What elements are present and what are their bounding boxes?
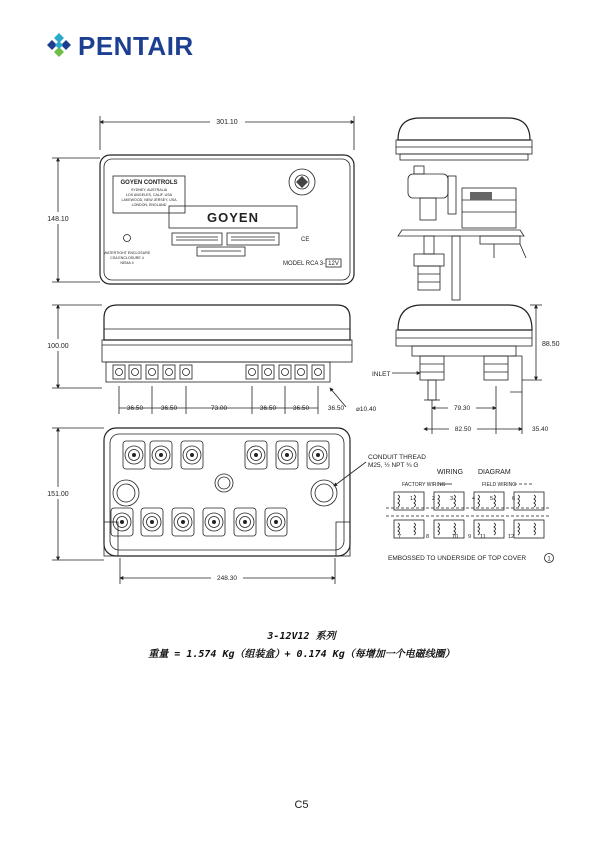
cable-gland	[276, 441, 298, 469]
dim-35: 35.40	[532, 426, 549, 433]
cable-gland	[245, 441, 267, 469]
spacing-dim: 36.50	[160, 405, 178, 412]
bottom-view	[40, 428, 426, 584]
cable-gland	[172, 508, 194, 536]
bottom-height-dim: 151.00	[47, 491, 69, 498]
terminal-number: 4	[472, 496, 476, 502]
enclosure-line: CSA ENCLOSURE 4	[110, 256, 144, 260]
diagram-title: DIAGRAM	[478, 469, 511, 476]
spacing-dim: 36.50	[126, 405, 144, 412]
terminal-number: 7	[398, 534, 402, 540]
enclosure-line: NEMA 4	[120, 261, 134, 265]
hole-diameter-dim: ⌀10.40	[356, 406, 377, 413]
front-view	[40, 115, 354, 284]
address-line: LONDON, ENGLAND	[131, 203, 167, 207]
spacing-dim: 36.50	[292, 405, 310, 412]
terminal-nut	[279, 365, 291, 379]
side-height-dim: 100.00	[47, 343, 69, 350]
terminal-number: 11	[480, 534, 486, 540]
front-height-dim: 148.10	[47, 216, 69, 223]
spacing-dim: 36.50	[327, 405, 345, 412]
terminal-number: 6	[512, 496, 516, 502]
ce-mark: CE	[301, 237, 310, 243]
wiring-title: WIRING	[437, 469, 464, 476]
bottom-width-dim: 248.30	[217, 575, 237, 582]
note-reference: 1	[547, 556, 551, 563]
field-wiring-label: FIELD WIRING	[482, 482, 517, 488]
cable-gland	[141, 508, 163, 536]
series-caption: 3-12V12 系列	[267, 631, 336, 642]
terminal-number: 10	[452, 534, 459, 540]
terminal-nut	[262, 365, 274, 379]
wiring-diagram	[386, 469, 554, 563]
cable-gland	[307, 441, 329, 469]
spacing-dim: 36.50	[259, 405, 277, 412]
address-line: SYDNEY, AUSTRALIA	[130, 188, 168, 192]
terminal-number: 9	[468, 534, 472, 540]
terminal-nut	[163, 365, 175, 379]
conduit-line2: M25, ½ NPT ¾ G	[368, 462, 419, 469]
wiring-terminal-block	[514, 520, 544, 538]
terminal-number: 3	[450, 496, 454, 502]
terminal-nut	[113, 365, 125, 379]
wiring-terminal-block	[434, 492, 464, 510]
side-view	[40, 305, 377, 414]
section-height-dim: 88.50	[542, 341, 560, 348]
goyen-controls-label: GOYEN CONTROLS	[120, 180, 178, 186]
terminal-nut	[129, 365, 141, 379]
spacing-dim: 73.00	[210, 405, 228, 412]
dim-82: 82.50	[454, 426, 472, 433]
page-number: C5	[294, 799, 309, 811]
wiring-terminal-block	[474, 492, 504, 510]
model-suffix: 12V	[328, 261, 339, 267]
terminal-nut	[146, 365, 158, 379]
cable-gland	[203, 508, 225, 536]
goyen-logo: GOYEN	[207, 210, 259, 225]
terminal-number: 5	[490, 496, 494, 502]
conduit-line1: CONDUIT THREAD	[368, 454, 426, 461]
brand-name: PENTAIR	[78, 31, 194, 61]
model-prefix: MODEL RCA 3-	[283, 261, 326, 267]
terminal-nut	[246, 365, 258, 379]
terminal-nut	[295, 365, 307, 379]
address-line: LOS ANGELES, CALIF. USA	[125, 193, 173, 197]
factory-wiring-label: FACTORY WIRING	[402, 482, 446, 488]
cable-gland	[181, 441, 203, 469]
terminal-number: 8	[426, 534, 430, 540]
cable-gland	[150, 441, 172, 469]
terminal-number: 12	[508, 534, 515, 540]
terminal-nut	[312, 365, 324, 379]
wiring-terminal-block	[514, 492, 544, 510]
address-line: LAKEWOOD, NEW JERSEY, USA	[121, 198, 177, 202]
terminal-nut	[180, 365, 192, 379]
weight-caption: 重量 = 1.574 Kg（组装盒）+ 0.174 Kg（每增加一个电磁线圈）	[148, 649, 455, 660]
wiring-terminal-block	[394, 492, 424, 510]
section-view-bottom	[372, 305, 560, 434]
cable-gland	[234, 508, 256, 536]
cable-gland	[265, 508, 287, 536]
enclosure-line: WATERTIGHT ENCLOSURE	[103, 251, 151, 255]
front-width-dim: 301.10	[216, 119, 238, 126]
cable-gland	[123, 441, 145, 469]
terminal-number: 1	[410, 496, 414, 502]
inlet-label: INLET	[372, 371, 391, 378]
terminal-number: 2	[432, 496, 436, 502]
dim-79: 79.30	[453, 405, 471, 412]
section-view-top	[396, 118, 532, 300]
wiring-terminal-block	[474, 520, 504, 538]
embossed-note: EMBOSSED TO UNDERSIDE OF TOP COVER	[388, 555, 527, 562]
wiring-terminal-block	[434, 520, 464, 538]
